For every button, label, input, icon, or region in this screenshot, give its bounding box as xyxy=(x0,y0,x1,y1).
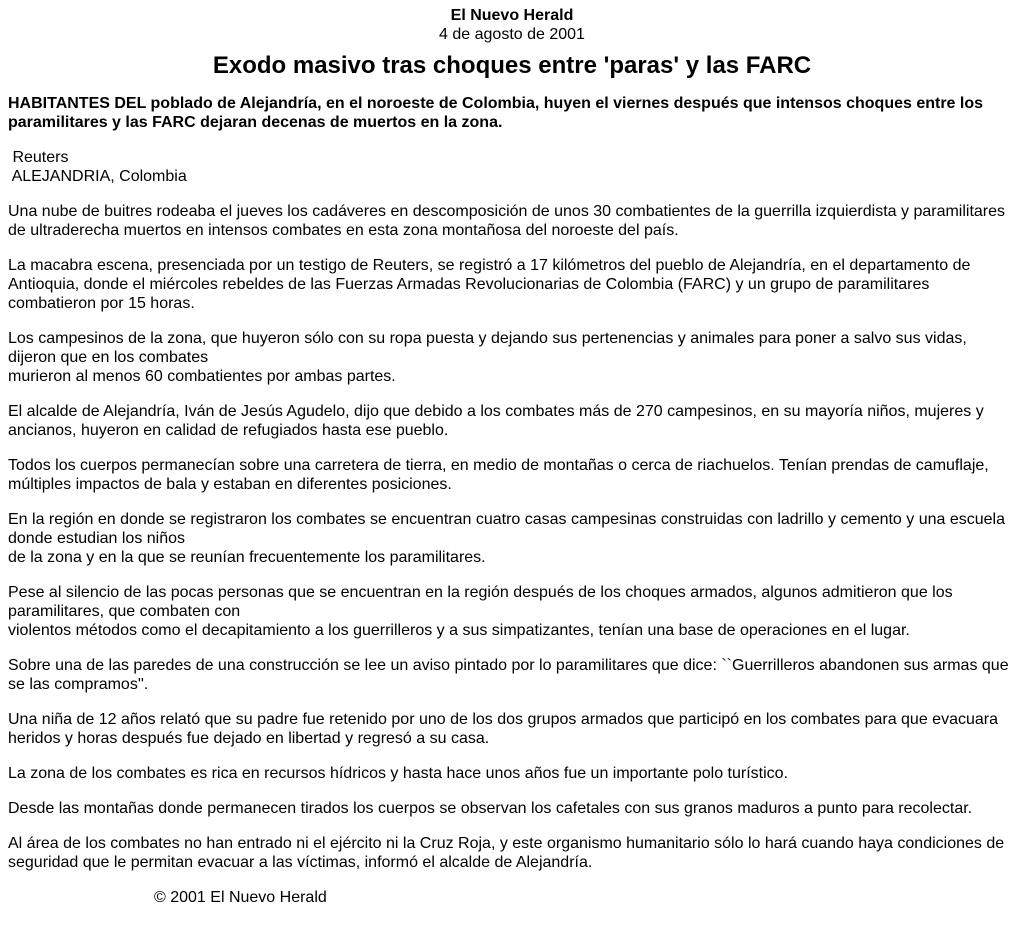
article-paragraph: El alcalde de Alejandría, Iván de Jesús Agudelo, dijo que debido a los combates más de 270 campesinos, en su mayoría niños, mujeres y ancianos, huyeron en calidad de refugiados hasta ese pueblo. xyxy=(8,403,984,439)
article-paragraph: Sobre una de las paredes de una construcción se lee un aviso pintado por lo paramilitares que dice: ``Guerrilleros abandonen sus armas que se las compramos''. xyxy=(8,657,1009,693)
article-paragraph: Desde las montañas donde permanecen tirados los cuerpos se observan los cafetales con sus granos maduros a punto para recolectar. xyxy=(8,800,973,817)
article-paragraph: Todos los cuerpos permanecían sobre una carretera de tierra, en medio de montañas o cerca de riachuelos. Tenían prendas de camuflaje, múltiples impactos de bala y estaban en diferentes posiciones. xyxy=(8,457,989,493)
dateline: ALEJANDRIA, Colombia xyxy=(8,168,187,185)
news-agency: Reuters xyxy=(8,149,69,166)
article-paragraph: Al área de los combates no han entrado ni el ejército ni la Cruz Roja, y este organismo humanitario sólo lo hará cuando haya condiciones de seguridad que le permitan evacuar a las víctimas, informó el alcalde de Alejandría. xyxy=(8,835,1005,871)
publication-name: El Nuevo Herald xyxy=(450,7,574,24)
article-paragraph: En la región en donde se registraron los combates se encuentran cuatro casas campesinas construidas con ladrillo y cemento y una escuela donde estudian los niños de la zona y en la que se reunían frecuentemente los paramilitares. xyxy=(8,511,1006,566)
masthead xyxy=(8,6,1016,44)
article-paragraph: La macabra escena, presenciada por un testigo de Reuters, se registró a 17 kilómetros del pueblo de Alejandría, en el departamento de Antioquia, donde el miércoles rebeldes de las Fuerzas Armadas Revolucionarias de Colombia (FARC) y un grupo de paramilitares combatieron por 15 horas. xyxy=(8,257,971,312)
article-paragraph: La zona de los combates es rica en recursos hídricos y hasta hace unos años fue un importante polo turístico. xyxy=(8,765,788,782)
article-paragraph: Una nube de buitres rodeaba el jueves los cadáveres en descomposición de unos 30 combatientes de la guerrilla izquierdista y paramilitares de ultraderecha muertos en intensos combates en esta zona montañosa del noroeste del país. xyxy=(8,203,1006,239)
article-paragraph: Los campesinos de la zona, que huyeron sólo con su ropa puesta y dejando sus pertenencias y animales para poner a salvo sus vidas, dijeron que en los combates murieron al menos 60 combatientes por ambas partes. xyxy=(8,330,967,385)
publication-date: 4 de agosto de 2001 xyxy=(439,26,585,43)
byline xyxy=(8,148,1016,186)
article-lede: HABITANTES DEL poblado de Alejandría, en el noroeste de Colombia, huyen el viernes después que intensos choques entre los paramilitares y las FARC dejaran decenas de muertos en la zona. xyxy=(8,95,984,131)
article-headline: Exodo masivo tras choques entre 'paras' y las FARC xyxy=(212,52,812,79)
article-paragraph: Una niña de 12 años relató que su padre fue retenido por uno de los dos grupos armados que participó en los combates para que evacuara heridos y horas después fue dejado en libertad y regresó a su casa. xyxy=(8,711,998,747)
article-body xyxy=(8,202,1016,872)
copyright-notice: © 2001 El Nuevo Herald xyxy=(154,889,327,906)
article-paragraph: Pese al silencio de las pocas personas que se encuentran en la región después de los choques armados, algunos admitieron que los paramilitares, que combaten con violentos métodos como el decapitamiento a los guerrilleros y a sus simpatizantes, tenían una base de operaciones en el lugar. xyxy=(8,584,953,639)
